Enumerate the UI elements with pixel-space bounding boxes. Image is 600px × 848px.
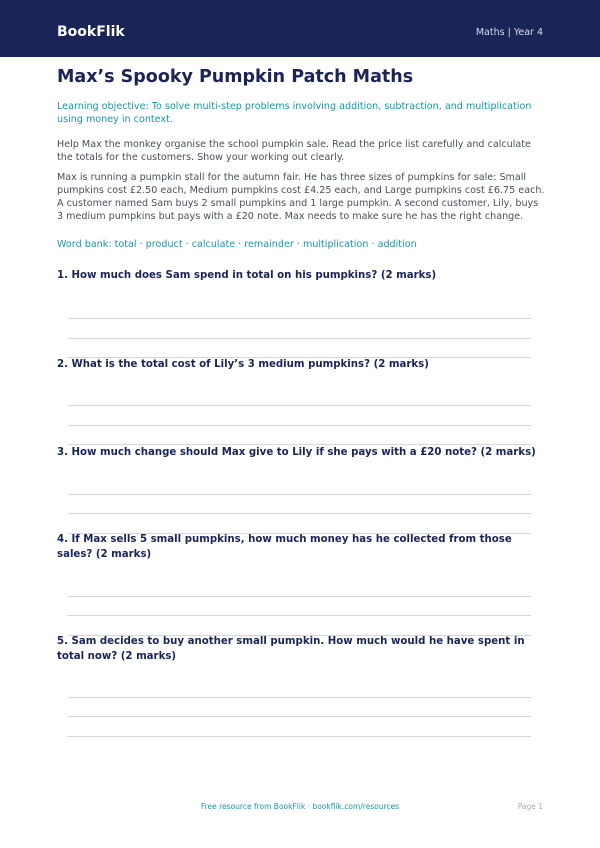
question-4: 4. If Max sells 5 small pumpkins, how much money has he collected from those sales? (2 marks) — [57, 534, 512, 560]
learning-objective: Learning objective: To solve multi-step problems involving addition, subtraction, and multiplication using money in context. — [57, 101, 532, 125]
answer-line[interactable] — [67, 494, 531, 495]
word-bank: Word bank: total · product · calculate · remainder · multiplication · addition — [57, 239, 417, 250]
answer-line[interactable] — [67, 736, 531, 737]
worksheet-title: Max’s Spooky Pumpkin Patch Maths — [57, 67, 414, 87]
answer-line[interactable] — [67, 513, 531, 514]
page-header — [0, 0, 600, 57]
answer-line[interactable] — [67, 338, 531, 339]
answer-line[interactable] — [67, 615, 531, 616]
story-text: Max is running a pumpkin stall for the autumn fair. He has three sizes of pumpkins for sale: Small pumpkins cost £2.50 each, Medium pumpkins cost £4.25 each, and Large pumpkins cost £6.75 each. A customer named Sam buys 2 small pumpkins and 1 large pumpkin. A second customer, Lily, buys 3 medium pumpkins but pays with a £20 note. Max needs to make sure he has the right change. — [57, 172, 545, 222]
answer-line[interactable] — [67, 697, 531, 698]
answer-line[interactable] — [67, 318, 531, 319]
question-2: 2. What is the total cost of Lily’s 3 medium pumpkins? (2 marks) — [57, 359, 429, 370]
instructions-text: Help Max the monkey organise the school pumpkin sale. Read the price list carefully and calculate the totals for the customers. Show your working out clearly. — [57, 139, 531, 163]
subject-label: Maths | Year 4 — [475, 27, 543, 38]
question-5: 5. Sam decides to buy another small pumpkin. How much would he have spent in total now? (2 marks) — [57, 636, 525, 662]
question-1: 1. How much does Sam spend in total on his pumpkins? (2 marks) — [57, 270, 437, 281]
brand-logo[interactable]: BookFlik — [57, 24, 125, 40]
answer-line[interactable] — [67, 716, 531, 717]
page-number: Page 1 — [517, 802, 543, 811]
answer-line[interactable] — [67, 405, 531, 406]
answer-line[interactable] — [67, 425, 531, 426]
answer-line[interactable] — [67, 596, 531, 597]
footer-source-link[interactable]: Free resource from BookFlik · bookflik.com/resources — [200, 802, 400, 811]
question-3: 3. How much change should Max give to Lily if she pays with a £20 note? (2 marks) — [57, 447, 536, 458]
